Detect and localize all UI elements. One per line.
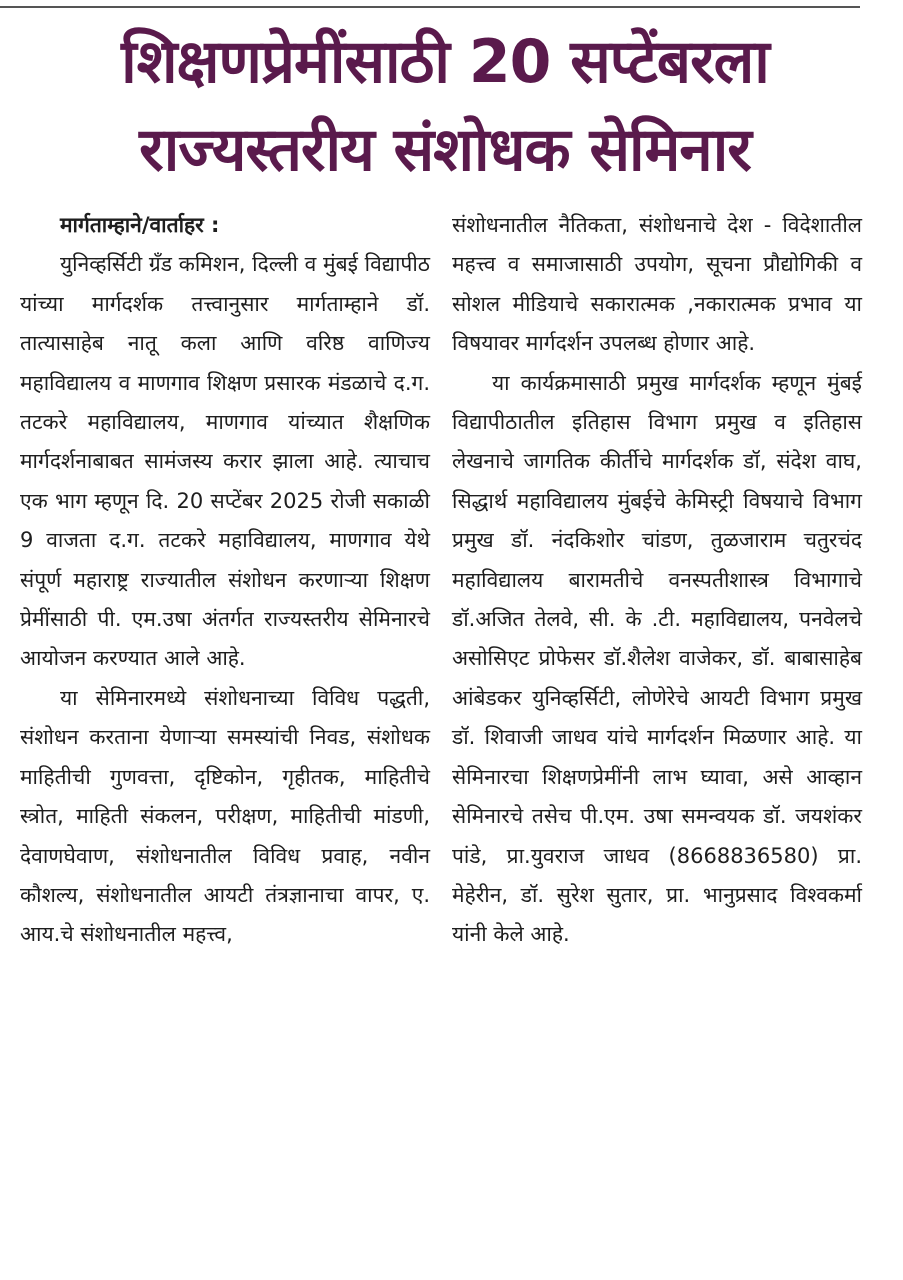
headline-line-2: राज्यस्तरीय संशोधक सेमिनार	[139, 115, 751, 185]
right-column	[452, 206, 862, 955]
left-paragraph-1: युनिव्हर्सिटी ग्रँड कमिशन, दिल्ली व मुंबई विद्यापीठ यांच्या मार्गदर्शक तत्त्वानुसार मार्गताम्हाने डॉ. तात्यासाहेब नातू कला आणि वरिष्ठ वाणिज्य महाविद्यालय व माणगाव शिक्षण प्रसारक मंडळाचे द.ग. तटकरे महाविद्यालय, माणगाव यांच्यात शैक्षणिक मार्गदर्शनाबाबत सामंजस्य करार झाला आहे. त्याचाच एक भाग म्हणून दि. 20 सप्टेंबर 2025 रोजी सकाळी 9 वाजता द.ग. तटकरे महाविद्यालय, माणगाव येथे संपूर्ण महाराष्ट्र राज्यातील संशोधन करणाऱ्या शिक्षण प्रेमींसाठी पी. एम.उषा अंतर्गत राज्यस्तरीय सेमिनारचे आयोजन करण्यात आले आहे.	[20, 252, 430, 671]
byline: मार्गताम्हाने/वार्ताहर :	[60, 213, 220, 237]
headline-line-1: शिक्षणप्रेमींसाठी 20 सप्टेंबरला	[121, 27, 769, 97]
left-paragraph-2: या सेमिनारमध्ये संशोधनाच्या विविध पद्धती, संशोधन करताना येणाऱ्या समस्यांची निवड, संशोधक माहितीची गुणवत्ता, दृष्टिकोन, गृहीतक, माहितीचे स्त्रोत, माहिती संकलन, परीक्षण, माहितीची मांडणी, देवाणघेवाण, संशोधनातील विविध प्रवाह, नवीन कौशल्य, संशोधनातील आयटी तंत्रज्ञानाचा वापर, ए. आय.चे संशोधनातील महत्त्व,	[20, 685, 430, 947]
headline	[10, 18, 880, 194]
left-column	[20, 206, 430, 955]
top-rule	[0, 6, 860, 8]
right-paragraph-1: संशोधनातील नैतिकता, संशोधनाचे देश - विदेशातील महत्त्व व समाजासाठी उपयोग, सूचना प्रौद्योगिकी व सोशल मीडियाचे सकारात्मक ,नकारात्मक प्रभाव या विषयावर मार्गदर्शन उपलब्ध होणार आहे.	[452, 213, 862, 356]
right-paragraph-2: या कार्यक्रमासाठी प्रमुख मार्गदर्शक म्हणून मुंबई विद्यापीठातील इतिहास विभाग प्रमुख व इतिहास लेखनाचे जागतिक कीर्तीचे मार्गदर्शक डॉ, संदेश वाघ, सिद्धार्थ महाविद्यालय मुंबईचे केमिस्ट्री विषयाचे विभाग प्रमुख डॉ. नंदकिशोर चांडण, तुळजाराम चतुरचंद महाविद्यालय बारामतीचे वनस्पतीशास्त्र विभागाचे डॉ.अजित तेलवे, सी. के .टी. महाविद्यालय, पनवेलचे असोसिएट प्रोफेसर डॉ.शैलेश वाजेकर, डॉ. बाबासाहेब आंबेडकर युनिव्हर्सिटी, लोणेरेचे आयटी विभाग प्रमुख डॉ. शिवाजी जाधव यांचे मार्गदर्शन मिळणार आहे. या सेमिनारचा शिक्षणप्रेमींनी लाभ घ्यावा, असे आव्हान सेमिनारचे तसेच पी.एम. उषा समन्वयक डॉ. जयशंकर पांडे, प्रा.युवराज जाधव (8668836580) प्रा. मेहेरीन, डॉ. सुरेश सुतार, प्रा. भानुप्रसाद विश्वकर्मा यांनी केले आहे.	[452, 370, 862, 947]
